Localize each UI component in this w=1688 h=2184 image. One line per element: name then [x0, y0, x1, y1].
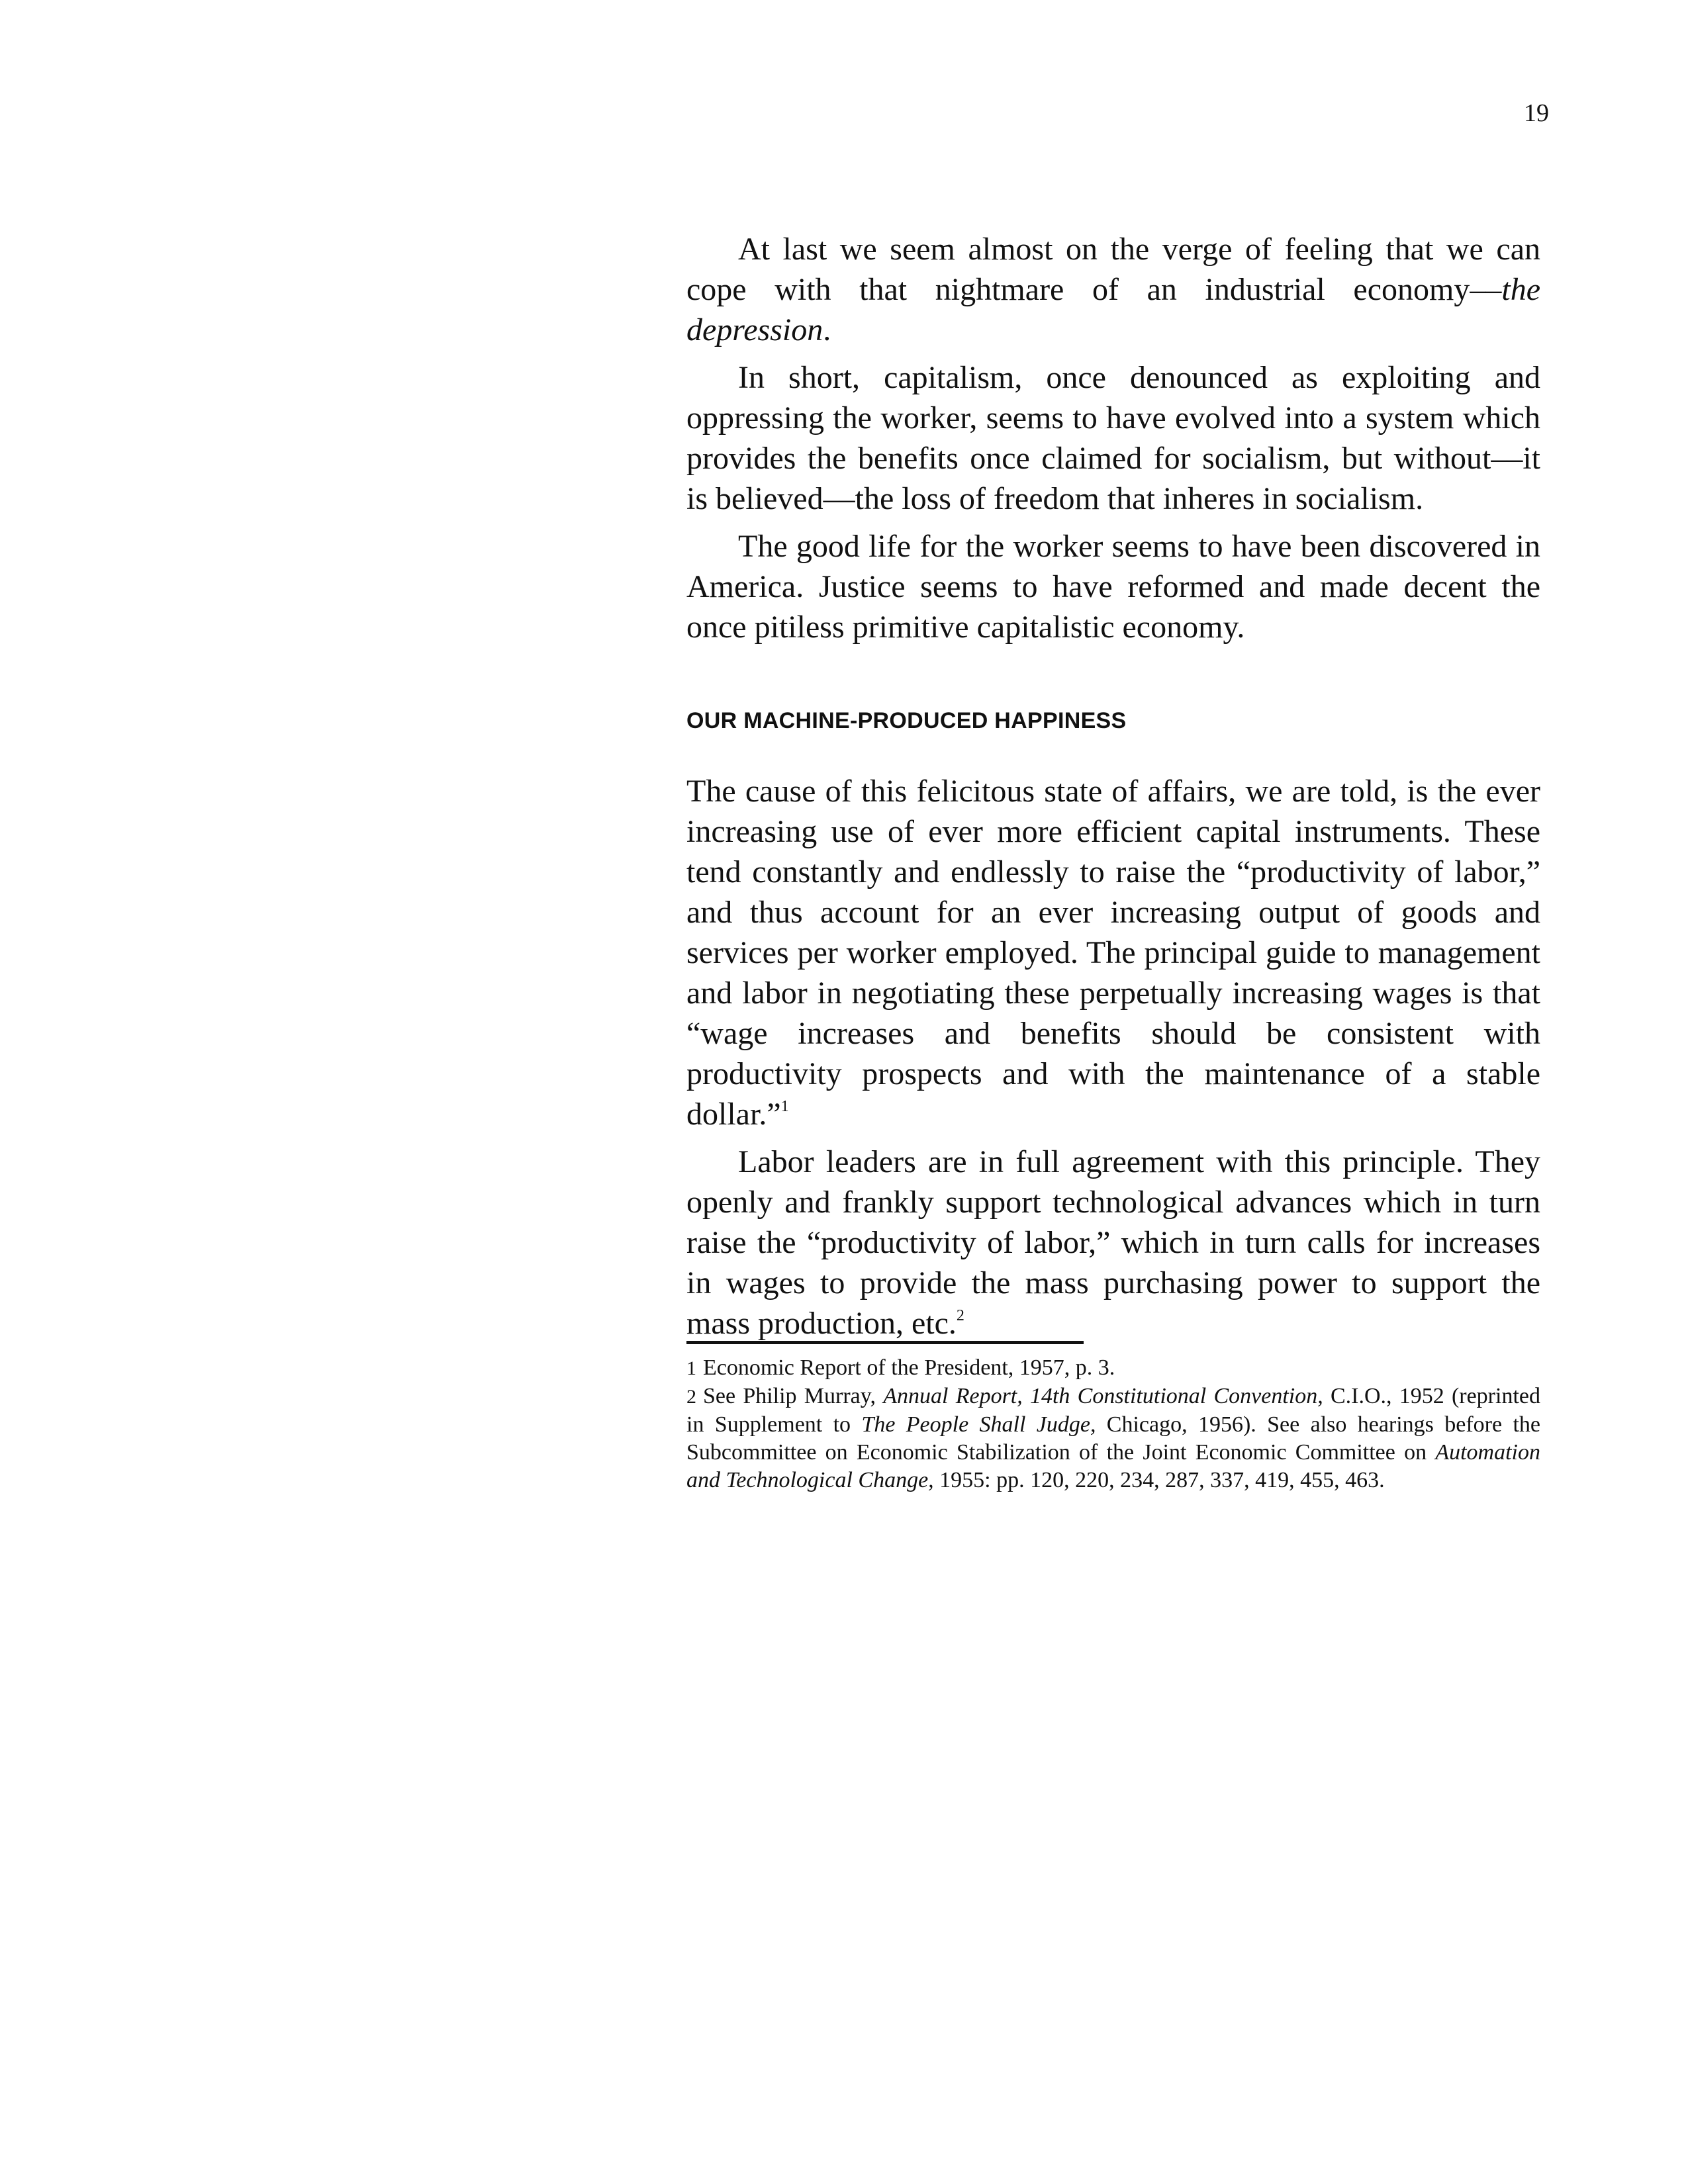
- paragraph-end: .: [823, 312, 831, 347]
- footnote-text: See Philip Murray,: [703, 1384, 884, 1408]
- section-heading: OUR MACHINE-PRODUCED HAPPINESS: [686, 708, 1127, 733]
- paragraph: In short, capitalism, once denounced as exploiting and oppressing the worker, seems to have evolved into a system which provides the benefits once claimed for socialism, but without––it is believed––the loss of freedom that inheres in socialism.: [686, 360, 1540, 516]
- footnote-number: 1: [686, 1357, 696, 1379]
- paragraph: The good life for the worker seems to have been discovered in America. Justice seems to have reformed and made decent the once pitiless primitive capitalistic economy.: [686, 529, 1540, 645]
- citation-title: Automation and Technological Change,: [686, 1440, 1540, 1492]
- paragraph: [686, 229, 1540, 350]
- footnote-text: Chicago, 1956). See also hearings before the Subcommittee on Economic Stabilization of the Joint Economic Committee on: [686, 1412, 1540, 1465]
- paragraph-text: Labor leaders are in full agreement with this principle. They openly and frankly support technological advances which in turn raise the “productivity of labor,” which in turn calls for increases in wages to provide the mass purchasing power to support the mass production, etc.: [686, 1144, 1540, 1341]
- section-body: [686, 771, 1540, 1343]
- footnote-text: 1955: pp. 120, 220, 234, 287, 337, 419, 455, 463.: [933, 1468, 1385, 1492]
- emphasis-text: the depression: [686, 272, 1540, 347]
- paragraph: [686, 1142, 1540, 1343]
- paragraph-text: The cause of this felicitous state of affairs, we are told, is the ever increasing use of ever more efficient capital instruments. These tend constantly and endlessly to raise the “productivity of labor,” and thus account for an ever increasing output of goods and services per worker employed. The principal guide to management and labor in negotiating these perpetually increasing wages is that “wage increases and benefits should be consistent with productivity prospects and with the maintenance of a stable dollar.”: [686, 774, 1540, 1132]
- footnote-text: Economic Report of the President, 1957, p. 3.: [703, 1355, 1115, 1380]
- footnote-number: 2: [686, 1386, 696, 1408]
- footnote-reference[interactable]: 2: [956, 1307, 964, 1324]
- page-number: 19: [1524, 99, 1549, 127]
- footnote-reference[interactable]: 1: [780, 1098, 789, 1115]
- footnote: [686, 1354, 1540, 1383]
- footnotes: [686, 1354, 1540, 1494]
- paragraph-text: At last we seem almost on the verge of feeling that we can cope with that nightmare of an industrial economy––: [686, 232, 1540, 307]
- footnote: [686, 1383, 1540, 1494]
- citation-title: The People Shall Judge,: [861, 1412, 1096, 1437]
- footnote-divider: [686, 1341, 1084, 1344]
- paragraph: [686, 771, 1540, 1134]
- opening-paragraphs: [686, 229, 1540, 647]
- footnote-text: C.I.O., 1952 (reprinted in Supplement to: [686, 1384, 1540, 1437]
- citation-title: Annual Report, 14th Constitutional Convention,: [883, 1384, 1323, 1408]
